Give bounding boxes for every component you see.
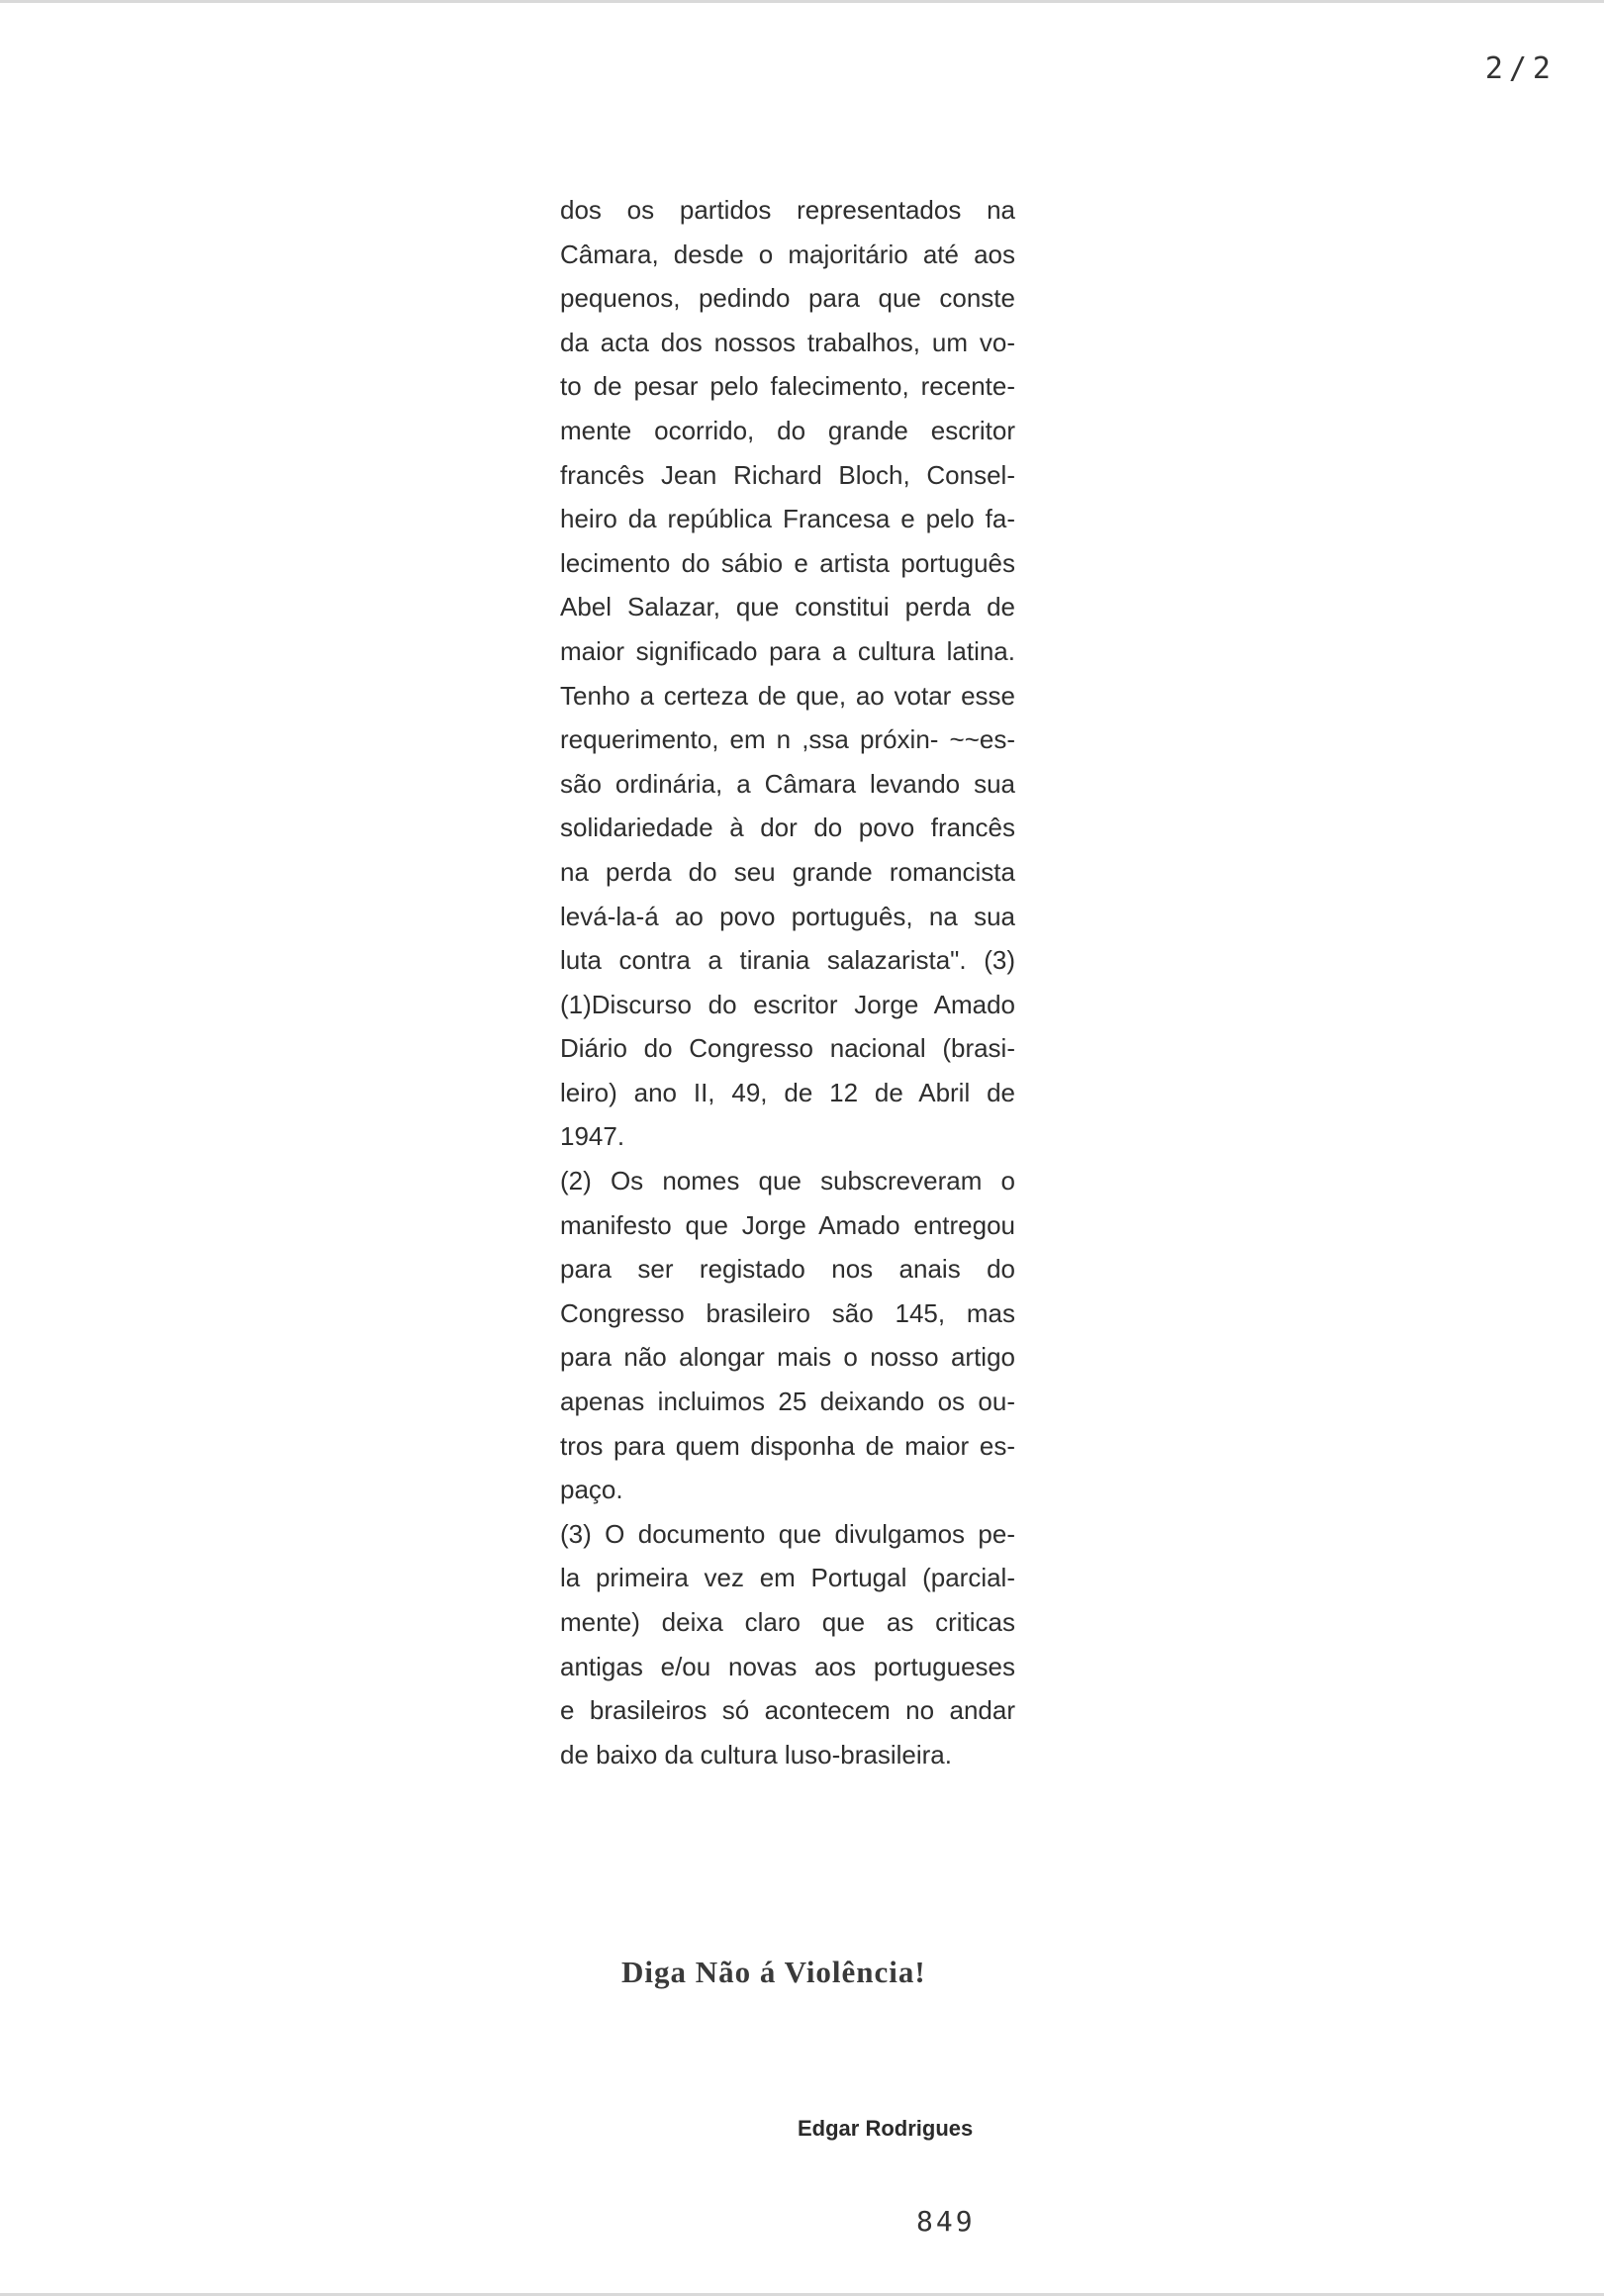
body-text-line: heiro da república Francesa e pelo fa- xyxy=(560,504,1015,534)
body-text-line: (3) O documento que divulgamos pe- xyxy=(560,1518,1015,1549)
body-text-line: maior significado para a cultura latina. xyxy=(560,635,1015,666)
body-text-line: (2) Os nomes que subscreveram o xyxy=(560,1166,1015,1196)
body-text-line: levá-la-á ao povo português, na sua xyxy=(560,901,1015,931)
body-text-line: pequenos, pedindo para que conste xyxy=(560,283,1015,314)
body-text-line: paço. xyxy=(560,1475,623,1505)
body-text-line: de baixo da cultura luso-brasileira. xyxy=(560,1739,952,1770)
body-text-line: para não alongar mais o nosso artigo xyxy=(560,1342,1015,1373)
body-text-line: (1)Discurso do escritor Jorge Amado xyxy=(560,989,1015,1019)
body-text-line: lecimento do sábio e artista português xyxy=(560,547,1015,578)
author-name: Edgar Rodrigues xyxy=(798,2116,974,2141)
body-text-line: na perda do seu grande romancista xyxy=(560,856,1015,887)
body-text-line: luta contra a tirania salazarista". (3) xyxy=(560,945,1015,976)
body-text-line: da acta dos nossos trabalhos, um vo- xyxy=(560,327,1015,357)
body-text-line: e brasileiros só acontecem no andar xyxy=(560,1695,1015,1726)
body-text-line: Tenho a certeza de que, ao votar esse xyxy=(560,680,1015,711)
body-text-line: para ser registado nos anais do xyxy=(560,1254,1015,1285)
article-text-column xyxy=(560,188,1015,1776)
body-text-line: 1947. xyxy=(560,1121,625,1152)
page-indicator: 2/2 xyxy=(1484,51,1557,86)
page-number: 849 xyxy=(916,2205,976,2238)
body-text-line: solidariedade à dor do povo francês xyxy=(560,813,1015,843)
body-text-line: são ordinária, a Câmara levando sua xyxy=(560,768,1015,799)
slogan: Diga Não á Violência! xyxy=(621,1955,926,1989)
body-text-line: Câmara, desde o majoritário até aos xyxy=(560,239,1015,269)
body-text-line: la primeira vez em Portugal (parcial- xyxy=(560,1563,1015,1593)
body-text-line: tros para quem disponha de maior es- xyxy=(560,1430,1015,1461)
body-text-line: antigas e/ou novas aos portugueses xyxy=(560,1651,1015,1681)
body-text-line: francês Jean Richard Bloch, Consel- xyxy=(560,459,1015,490)
top-edge-rule xyxy=(0,0,1604,3)
body-text-line: manifesto que Jorge Amado entregou xyxy=(560,1209,1015,1240)
body-text-line: requerimento, em n ,ssa próxin- ~~es- xyxy=(560,724,1015,755)
body-text-line: mente ocorrido, do grande escritor xyxy=(560,415,1015,445)
body-text-line: Abel Salazar, que constitui perda de xyxy=(560,592,1015,622)
body-text-line: leiro) ano II, 49, de 12 de Abril de xyxy=(560,1077,1015,1107)
body-text-line: Congresso brasileiro são 145, mas xyxy=(560,1297,1015,1328)
body-text-line: mente) deixa claro que as criticas xyxy=(560,1607,1015,1637)
body-text-line: to de pesar pelo falecimento, recente- xyxy=(560,371,1015,402)
body-text-line: apenas incluimos 25 deixando os ou- xyxy=(560,1387,1015,1417)
body-text-line: Diário do Congresso nacional (brasi- xyxy=(560,1033,1015,1064)
body-text-line: dos os partidos representados na xyxy=(560,195,1015,225)
